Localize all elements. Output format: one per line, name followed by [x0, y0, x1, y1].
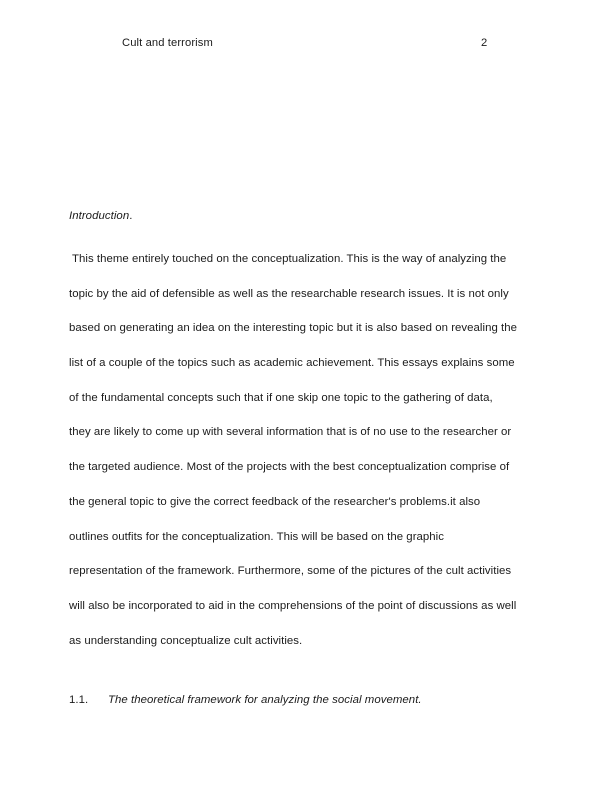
paragraph-line: list of a couple of the topics such as academic achievement. This essays explains some	[69, 357, 515, 370]
section-heading-punctuation: .	[129, 210, 133, 222]
page-running-header	[0, 34, 612, 52]
subsection-number: 1.1.	[69, 694, 89, 706]
paragraph-line: the targeted audience. Most of the projects with the best conceptualization comprise of	[69, 461, 510, 474]
paragraph-line: based on generating an idea on the interesting topic but it is also based on revealing the	[69, 322, 518, 335]
paragraph-line: topic by the aid of defensible as well as the researchable research issues. It is not only	[69, 287, 509, 300]
subsection-title: The theoretical framework for analyzing the social movement.	[108, 694, 422, 706]
paragraph-line: will also be incorporated to aid in the comprehensions of the point of discussions as well	[69, 599, 517, 612]
paragraph-line: they are likely to come up with several information that is of no use to the researcher or	[69, 426, 512, 439]
paragraph-line: as understanding conceptualize cult activities.	[69, 634, 303, 647]
section-heading-label: Introduction	[69, 210, 130, 222]
paragraph-line: outlines outfits for the conceptualization. This will be based on the graphic	[69, 530, 444, 543]
paragraph-line: the general topic to give the correct feedback of the researcher's problems.it also	[69, 495, 481, 508]
document-body	[69, 208, 547, 658]
paragraph-line: This theme entirely touched on the conceptualization. This is the way of analyzing the	[69, 253, 507, 265]
header-document-title: Cult and terrorism	[122, 37, 213, 49]
subsection-heading-1-1	[69, 692, 547, 708]
section-heading-introduction	[69, 208, 547, 224]
header-page-number: 2	[481, 37, 488, 49]
intro-paragraph	[69, 242, 547, 658]
paragraph-line: representation of the framework. Furthermore, some of the pictures of the cult activities	[69, 565, 512, 578]
paragraph-line: of the fundamental concepts such that if one skip one topic to the gathering of data,	[69, 391, 493, 404]
